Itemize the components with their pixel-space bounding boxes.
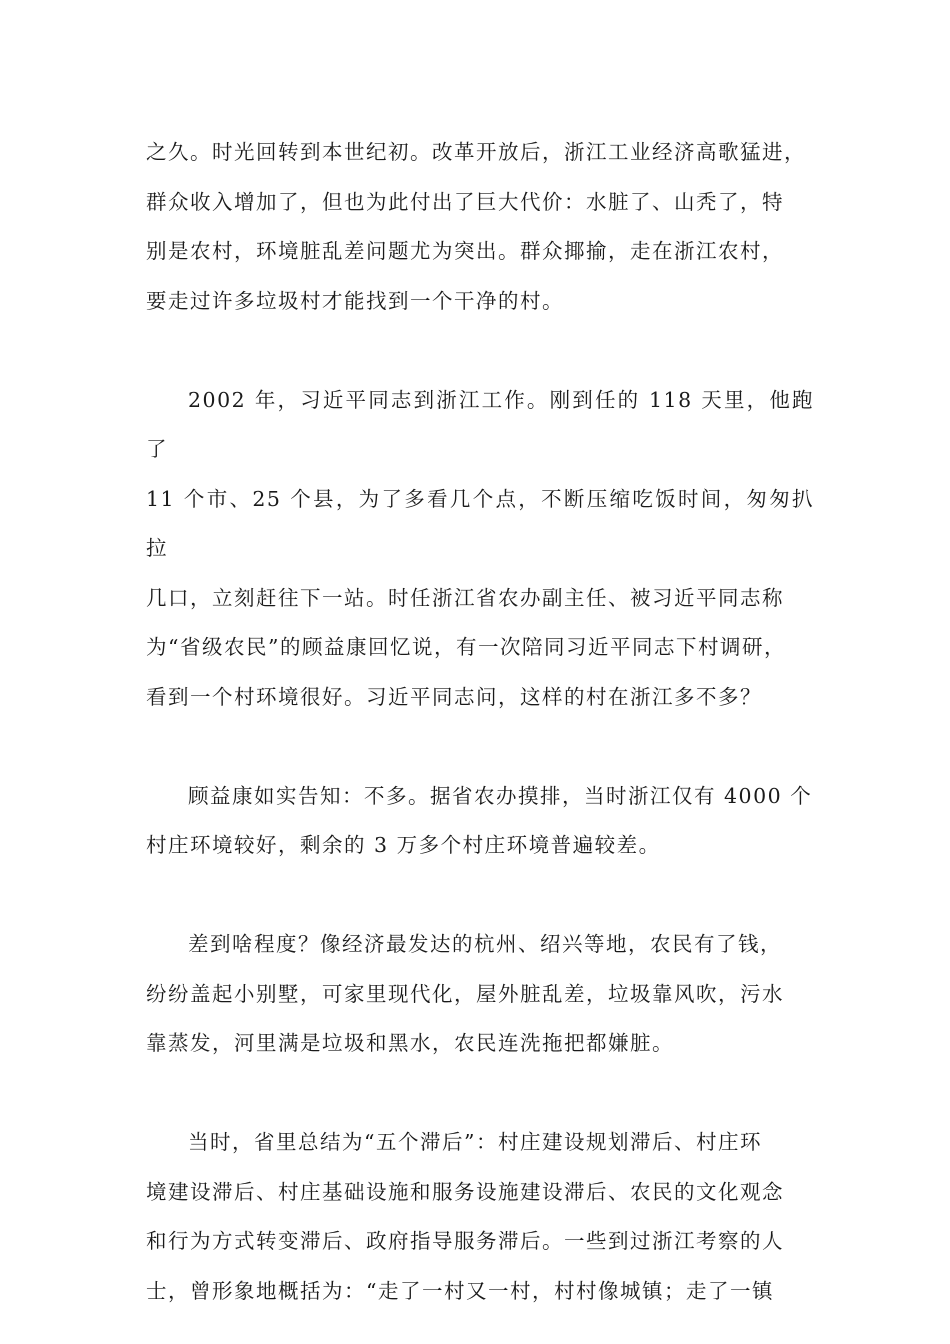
paragraph-spacer: [146, 326, 814, 376]
text-line: 11 个市、25 个县，为了多看几个点，不断压缩吃饭时间，匆匆扒拉: [146, 486, 814, 560]
text-line: 差到啥程度？像经济最发达的杭州、绍兴等地，农民有了钱，: [188, 932, 782, 956]
text-line: 几口，立刻赶往下一站。时任浙江省农办副主任、被习近平同志称: [146, 585, 784, 610]
paragraph-4: [146, 920, 814, 1069]
paragraph-3: [146, 772, 814, 871]
text-line: 顾益康如实告知：不多。据省农办摸排，当时浙江仅有 4000 个: [188, 783, 813, 808]
text-line: 村庄环境较好，剩余的 3 万多个村庄环境普遍较差。: [146, 833, 661, 857]
paragraph-spacer: [146, 722, 814, 772]
text-line: 当时，省里总结为“五个滞后”：村庄建设规划滞后、村庄环: [188, 1130, 762, 1154]
text-line: 2002 年，习近平同志到浙江工作。刚到任的 118 天里，他跑了: [146, 387, 814, 461]
text-line: 要走过许多垃圾村才能找到一个干净的村。: [146, 288, 564, 313]
paragraph-5: [146, 1118, 814, 1316]
text-line: 为“省级农民”的顾益康回忆说，有一次陪同习近平同志下村调研，: [146, 635, 786, 659]
text-line: 和行为方式转变滞后、政府指导服务滞后。一些到过浙江考察的人: [146, 1229, 784, 1253]
paragraph-2: [146, 376, 814, 723]
paragraph-spacer: [146, 871, 814, 921]
text-line: 群众收入增加了，但也为此付出了巨大代价：水脏了、山秃了，特: [146, 189, 784, 214]
text-line: 靠蒸发，河里满是垃圾和黑水，农民连洗拖把都嫌脏。: [146, 1031, 674, 1055]
text-line: 别是农村，环境脏乱差问题尤为突出。群众揶揄，走在浙江农村，: [146, 239, 784, 263]
text-line: 士，曾形象地概括为：“走了一村又一村，村村像城镇；走了一镇: [146, 1278, 774, 1303]
text-line: 境建设滞后、村庄基础设施和服务设施建设滞后、农民的文化观念: [146, 1179, 784, 1204]
text-line: 纷纷盖起小别墅，可家里现代化，屋外脏乱差，垃圾靠风吹，污水: [146, 981, 784, 1006]
text-line: 之久。时光回转到本世纪初。改革开放后，浙江工业经济高歌猛进，: [146, 140, 806, 164]
paragraph-1: [146, 128, 814, 326]
paragraph-spacer: [146, 1069, 814, 1119]
text-line: 看到一个村环境很好。习近平同志问，这样的村在浙江多不多？: [146, 684, 762, 709]
document-body: [146, 128, 814, 1316]
